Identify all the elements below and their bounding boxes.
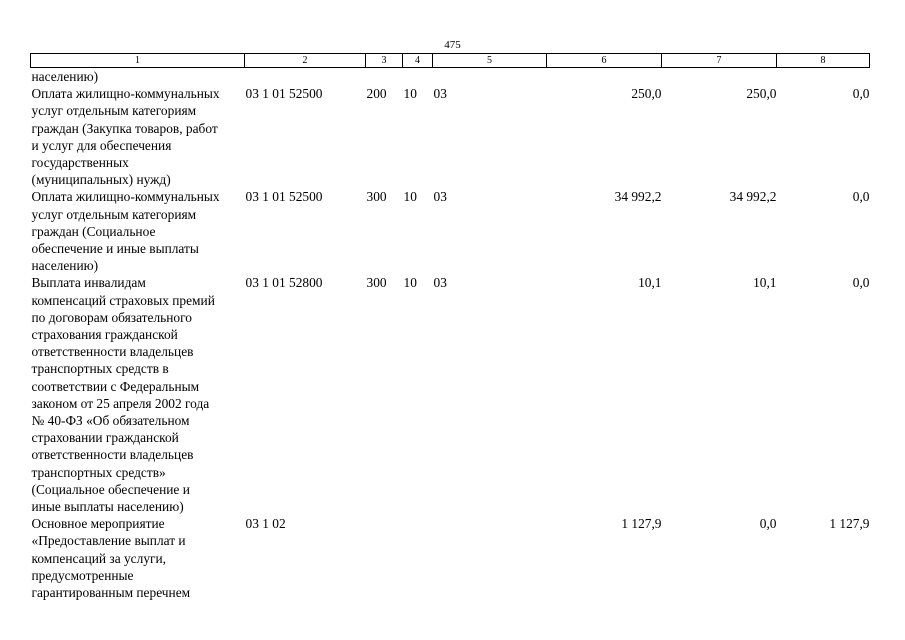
row-sum-2: 10,1 [753,275,777,291]
row-sum-3: 0,0 [852,189,870,205]
row-sum-3: 0,0 [852,86,870,102]
row-rz: 10 [403,189,417,205]
row-name: Выплата инвалидам компенсаций страховых премий по договорам обязательного страхования гражданской ответственности владельцев транспортных средств в соответствии с Федеральным законом от 25 апреля 2002 года № 40-ФЗ «Об обязательном страховании гражданской ответственности владельцев транспортных средств» (Социальное обеспечение и иные выплаты населению) [31,275,215,515]
row-sum-1: 10,1 [638,275,662,291]
column-number-row [31,54,870,68]
column-header-2: 2 [245,54,366,68]
column-header-8: 8 [777,54,870,68]
row-vr [366,515,403,601]
row-code [245,68,366,86]
row-rz [403,68,433,86]
row-sum-2: 0,0 [759,516,777,532]
column-header-5: 5 [433,54,547,68]
row-code: 03 1 01 52500 [245,189,323,205]
row-sum-3: 1 127,9 [829,516,870,532]
row-vr: 300 [366,189,387,205]
row-name: Оплата жилищно-коммунальных услуг отдельным категориям граждан (Закупка товаров, работ и услуг для обеспечения государственных (муниципальных) нужд) [31,86,220,188]
row-sum-1: 250,0 [631,86,662,102]
row-sum-2 [662,68,777,86]
row-sum-2: 34 992,2 [729,189,777,205]
row-pr [433,515,547,601]
row-sum-2: 250,0 [746,86,777,102]
row-name: Оплата жилищно-коммунальных услуг отдельным категориям граждан (Социальное обеспечение и иные выплаты населению) [31,189,220,274]
row-sum-1: 34 992,2 [614,189,662,205]
row-rz: 10 [403,275,417,291]
column-header-3: 3 [366,54,403,68]
row-rz [403,515,433,601]
row-pr: 03 [433,189,447,205]
column-header-7: 7 [662,54,777,68]
column-header-4: 4 [403,54,433,68]
row-code: 03 1 02 [245,516,286,532]
row-rz: 10 [403,86,417,102]
row-name: населению) [31,69,99,84]
table-row [31,188,870,274]
row-code: 03 1 01 52800 [245,275,323,291]
table-row [31,515,870,601]
table-row [31,274,870,515]
column-header-6: 6 [547,54,662,68]
row-pr: 03 [433,275,447,291]
budget-table [30,53,870,601]
row-name: Основное мероприятие «Предоставление выплат и компенсаций за услуги, предусмотренные гарантированным перечнем [31,516,191,601]
table-row [31,68,870,86]
row-vr: 200 [366,86,387,102]
row-sum-1 [547,68,662,86]
page-number: 475 [444,39,461,51]
row-pr: 03 [433,86,447,102]
row-sum-1: 1 127,9 [621,516,662,532]
row-code: 03 1 01 52500 [245,86,323,102]
row-sum-3: 0,0 [852,275,870,291]
row-pr [433,68,547,86]
table-row [31,85,870,188]
column-header-1: 1 [31,54,245,68]
row-sum-3 [777,68,870,86]
row-vr: 300 [366,275,387,291]
row-vr [366,68,403,86]
